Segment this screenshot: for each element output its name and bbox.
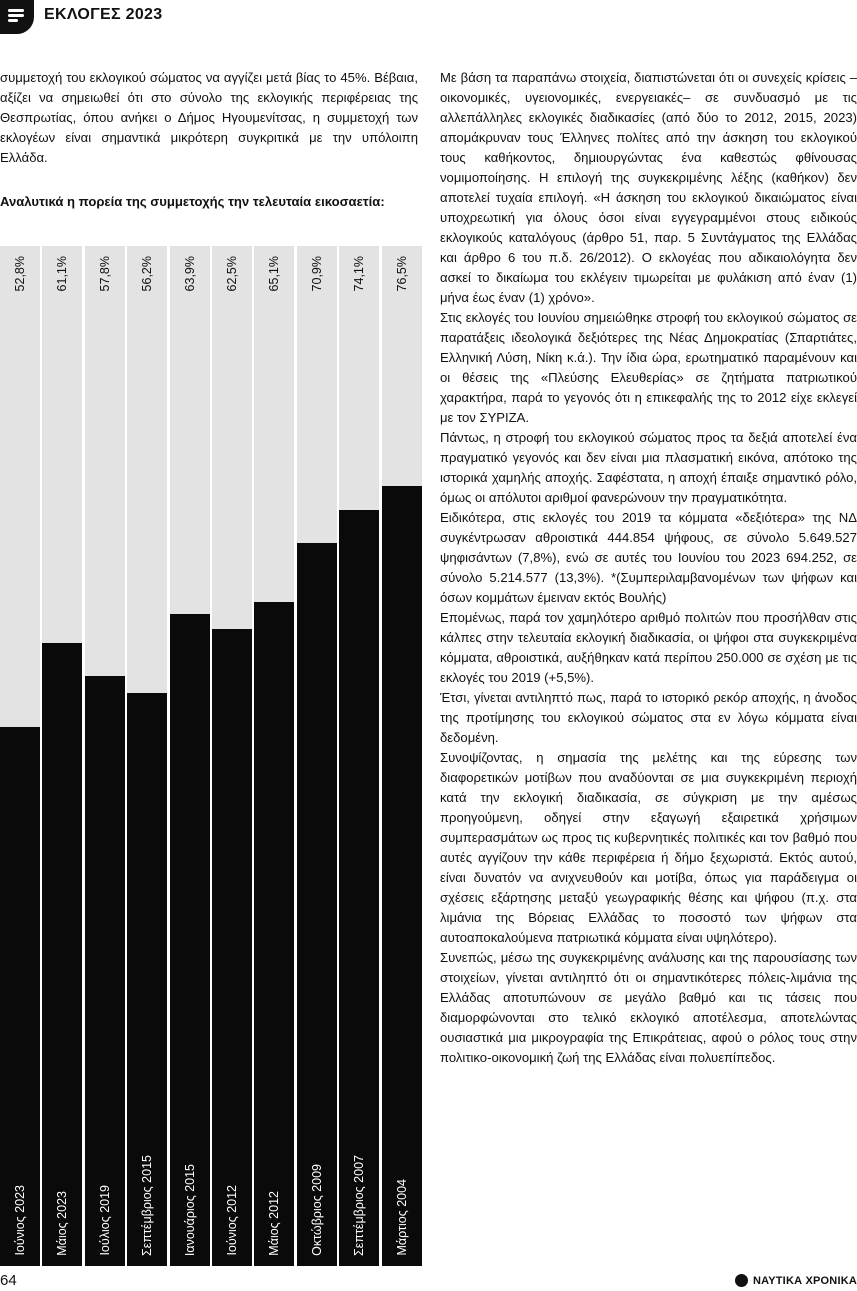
bar-category-label: Ιανουάριος 2015 (182, 1163, 197, 1256)
chart-column (339, 246, 379, 1266)
bar-value-label: 56,2% (140, 256, 155, 292)
article-paragraph: Συνοψίζοντας, η σημασία της μελέτης και της εύρεσης των διαφορετικών μοτίβων που αναδύονται σε μια συγκεκριμένη περιοχή κατά την εκλογική διαδικασία, σε σύγκριση με την αμέσως προηγούμενη, οδηγεί στην εξαγωγή εξαιρετικά χρήσιμων συμπερασμάτων ως προς τις κυβερνητικές πολιτικές και τον βαθμό που αυτές αγγίζουν την κάθε περιφέρεια ή δήμο ξεχωριστά. Εκτός αυτού, είναι δυνατόν να ανιχνευθούν και μοτίβα, όπως για παράδειγμα οι σχέσεις εξάρτησης μεταξύ γεωγραφικής θέσης και ψήφου (π.χ. στα λιμάνια της Βόρειας Ελλάδας το ποσοστό των ψήφων στα αυτοαποκαλούμενα πατριωτικά κόμματα είναι υψηλότερο). (440, 750, 857, 945)
bar-category-label: Οκτώβριος 2009 (309, 1164, 324, 1256)
publication-brand (735, 1274, 857, 1287)
article-paragraph: Συνεπώς, μέσω της συγκεκριμένης ανάλυσης και της παρουσίασης των στοιχείων, γίνεται αντιληπτό ότι οι σημαντικότερες πόλεις-λιμάνια της Ελλάδας αποτυπώνουν σε μεγάλο βαθμό και τις τάσεις που διαμορφώνονται στο τελικό εκλογικό αποτέλεσμα, αποτελώντας ουσιαστικά μια μικρογραφία της Επικράτειας, αφού ο ρόλος τους στην πολιτικο-οικονομική ζωή της Ελλάδας είναι πολυεπίπεδος. (440, 950, 857, 1065)
chart-column (127, 246, 167, 1266)
chart-column (85, 246, 125, 1266)
chart-column (297, 246, 337, 1266)
article-paragraph: Ειδικότερα, στις εκλογές του 2019 τα κόμματα «δεξιότερα» της ΝΔ συγκέντρωσαν αθροιστικά 444.854 ψήφους, σε σύνολο 5.649.527 ψηφισάντων (7,8%), ενώ σε αυτές του Ιουνίου του 2023 694.252, σε σύνολο 5.214.577 (13,3%). *(Συμπεριλαμβανομένων των ψήφων και όσων κομμάτων έμειναν εκτός Βουλής) (440, 510, 857, 605)
bar-value-label: 76,5% (394, 256, 409, 292)
chart-title: Αναλυτικά η πορεία της συμμετοχής την τελευταία εικοσαετία: (0, 194, 385, 209)
article-body (440, 68, 857, 1068)
article-paragraph: Στις εκλογές του Ιουνίου σημειώθηκε στροφή του εκλογικού σώματος σε παρατάξεις ιδεολογικά δεξιότερες της Νέας Δημοκρατίας (Σπαρτιάτες, Ελληνική Λύση, Νίκη κ.ά.). Την ίδια ώρα, ερωτηματικό παραμένουν και οι θέσεις της «Πλεύσης Ελευθερίας» σε ζητήματα πατριωτικού χαρακτήρα, παρά το γεγονός ότι η επικεφαλής της το 2012 είχε εκλεγεί με τον ΣΥΡΙΖΑ. (440, 310, 857, 425)
bar-value-label: 52,8% (13, 256, 27, 292)
bar-value-label: 74,1% (352, 256, 367, 292)
section-title: ΕΚΛΟΓΕΣ 2023 (44, 6, 163, 23)
chart-column (0, 246, 40, 1266)
chart-bar (254, 602, 294, 1266)
bar-category-label: Σεπτέμβριος 2015 (140, 1155, 155, 1256)
page-number: 64 (0, 1272, 17, 1289)
bar-value-label: 65,1% (267, 256, 282, 292)
article-paragraph: Πάντως, η στροφή του εκλογικού σώματος προς τα δεξιά αποτελεί ένα πραγματικό γεγονός και δεν είναι μια πλασματική εικόνα, απότοκο της ιστορικά χαμηλής αποχής. Σαφέστατα, η αποχή έπαιξε σημαντικό ρόλο, όμως οι απόλυτοι αριθμοί φανερώνουν την πραγματικότητα. (440, 430, 857, 505)
intro-paragraph: συμμετοχή του εκλογικού σώματος να αγγίζει μετά βίας το 45%. Βέβαια, αξίζει να σημειωθεί ότι στο σύνολο της εκλογικής περιφέρειας της Θεσπρωτίας, όπου ανήκει ο Δήμος Ηγουμενίτσας, η συμμετοχή των εκλογέων είναι σημαντικά μικρότερη συγκριτικά με την υπόλοιπη Ελλάδα. (0, 70, 418, 165)
chart-column (170, 246, 210, 1266)
bar-value-label: 57,8% (97, 256, 112, 292)
bar-value-label: 61,1% (55, 256, 70, 292)
bar-value-label: 70,9% (309, 256, 324, 292)
chart-column (42, 246, 82, 1266)
bar-value-label: 63,9% (182, 256, 197, 292)
chart-column (212, 246, 252, 1266)
bar-category-label: Μάρτιος 2004 (394, 1179, 409, 1256)
chart-column (382, 246, 422, 1266)
brand-name: ΝΑΥΤΙΚΑ ΧΡΟΝΙΚΑ (752, 1274, 857, 1287)
article-paragraph: Έτσι, γίνεται αντιληπτό πως, παρά το ιστορικό ρεκόρ αποχής, η άνοδος της προτίμησης του εκλογικού σώματος στα εν λόγω κόμματα είναι δεδομένη. (440, 690, 857, 745)
article-paragraph: Με βάση τα παραπάνω στοιχεία, διαπιστώνεται ότι οι συνεχείς κρίσεις –οικονομικές, υγειονομικές, ενεργειακές– σε συνδυασμό με τις αλλεπάλληλες εκλογικές διαδικασίες (από δύο το 2012, 2015, 2023) απομάκρυναν τους Έλληνες πολίτες από την άσκηση του εκλογικού τους καθήκοντος, δημιουργώντας ένα καθεστώς φθίνουσας νομιμοποίησης. Η επιλογή της συγκεκριμένης λέξης (καθήκον) δεν αποτελεί τυχαία επιλογή. «Η άσκηση του εκλογικού δικαιώματος είναι υποχρεωτική για όλους όσοι είναι εγγεγραμμένοι στους ειδικούς εκλογικούς καταλόγους (άρθρο 51, παρ. 5 Συντάγματος της Ελλάδας και άρθρο 6 του π.δ. 26/2012). Ο εκλογέας που αδικαιολόγητα δεν ασκεί το δικαίωμα του εκλέγειν τιμωρείται με φυλάκιση από έναν (1) μήνα έως έναν (1) χρόνο». (440, 70, 857, 305)
brand-logo-icon (735, 1274, 748, 1287)
chart-bar (85, 676, 125, 1266)
bar-category-label: Μάιος 2023 (55, 1191, 70, 1256)
chart-bar (42, 643, 82, 1266)
bar-category-label: Ιούνιος 2012 (225, 1185, 239, 1256)
bar-category-label: Σεπτέμβριος 2007 (352, 1155, 367, 1256)
bar-category-label: Μάιος 2012 (267, 1191, 282, 1256)
chart-bar (212, 629, 252, 1267)
chart-column (254, 246, 294, 1266)
bar-category-label: Ιούλιος 2019 (97, 1185, 112, 1256)
chart-bar (382, 486, 422, 1266)
chart-bar (339, 510, 379, 1266)
header-logo-icon (0, 0, 34, 34)
article-paragraph: Επομένως, παρά τον χαμηλότερο αριθμό πολιτών που προσήλθαν στις κάλπες στην τελευταία εκλογική διαδικασία, οι ψήφοι στα συγκεκριμένα κόμματα, αθροιστικά, αυξήθηκαν κατά περίπου 250.000 σε σχέση με τις εκλογές του 2019 (+5,5%). (440, 610, 857, 685)
turnout-bar-chart (0, 246, 418, 1266)
chart-bar (297, 543, 337, 1266)
bar-category-label: Ιούνιος 2023 (13, 1185, 27, 1256)
bar-value-label: 62,5% (225, 256, 239, 292)
